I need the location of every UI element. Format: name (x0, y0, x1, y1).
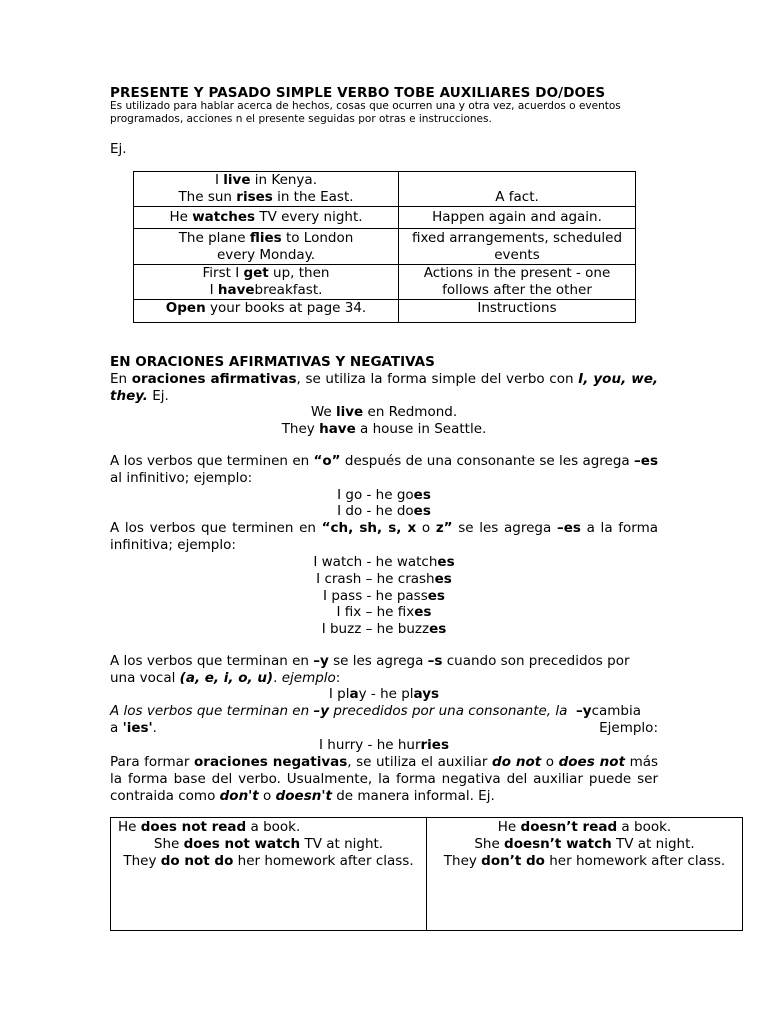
table-cell: Happen again and again. (399, 207, 636, 229)
table-row (134, 229, 636, 265)
table-row (134, 172, 636, 207)
paragraph-y-vowel-rule: A los verbos que terminan en –y se les agrega –s cuando son precedidos por una vocal (a, e, i, o, u). ejemplo: (110, 653, 630, 686)
table-cell: Actions in the present - one follows after the other (399, 265, 636, 300)
table-row (134, 207, 636, 229)
ej-label: Ej. (110, 141, 127, 157)
example-line: I fix – he fixes (336, 604, 432, 620)
example-line: I crash – he crashes (316, 571, 452, 587)
example-line: I go - he goes (337, 487, 431, 503)
table-row (111, 818, 743, 931)
table-cell: A fact. (399, 172, 636, 207)
table-cell: First I get up, then I havebreakfast. (134, 265, 399, 300)
example-line: They have a house in Seattle. (281, 421, 487, 437)
table-cell: fixed arrangements, scheduled events (399, 229, 636, 265)
example-line: I hurry - he hurries (319, 737, 449, 753)
table-row (134, 265, 636, 300)
example-line: I do - he does (337, 503, 431, 519)
paragraph-negativas: Para formar oraciones negativas, se utiliza el auxiliar do not o does not más la forma base del verbo. Usualmente, la forma negativa del auxiliar puede ser contraida como don't o doesn't de manera informal. Ej. (110, 754, 659, 804)
table-cell: I live in Kenya. The sun rises in the East. (134, 172, 399, 207)
table-cell-contracted: He doesn’t read a book. She doesn’t watch TV at night. They don’t do her homework after class. (427, 818, 743, 931)
paragraph-y-consonant-rule-2: a 'ies'. Ejemplo: (110, 720, 658, 736)
paragraph-o-rule: A los verbos que terminen en “o” después de una consonante se les agrega –es al infinitivo; ejemplo: (110, 453, 658, 486)
example-line: I buzz – he buzzes (321, 621, 447, 637)
section-heading: EN ORACIONES AFIRMATIVAS Y NEGATIVAS (110, 354, 435, 370)
page-title: PRESENTE Y PASADO SIMPLE VERBO TOBE AUXILIARES DO/DOES (110, 85, 606, 101)
intro-text: Es utilizado para hablar acerca de hechos, cosas que ocurren una y otra vez, acuerdos o eventos programados, acciones n el presente seguidas por otras e instrucciones. (110, 100, 621, 125)
table-cell: He watches TV every night. (134, 207, 399, 229)
table-cell: Open your books at page 34. (134, 300, 399, 323)
example-line: I watch - he watches (313, 554, 455, 570)
paragraph-ch-rule: A los verbos que terminen en “ch, sh, s, x o z” se les agrega –es a la forma infinitiva; ejemplo: (110, 520, 659, 553)
example-line: I play - he plays (328, 686, 440, 702)
negatives-table (110, 817, 743, 931)
table-row (134, 300, 636, 323)
example-line: I pass - he passes (323, 588, 445, 604)
table-cell-long-form: He does not read a book. She does not watch TV at night. They do not do her homework after class. (111, 818, 427, 931)
paragraph-afirmativas: En oraciones afirmativas, se utiliza la forma simple del verbo con I, you, we, they. Ej. (110, 371, 658, 404)
table-cell: Instructions (399, 300, 636, 323)
paragraph-y-consonant-rule: A los verbos que terminan en –y precedidos por una consonante, la –ycambia (110, 703, 642, 719)
uses-table (133, 171, 636, 323)
example-line: We live en Redmond. (310, 404, 458, 420)
table-cell: The plane flies to London every Monday. (134, 229, 399, 265)
